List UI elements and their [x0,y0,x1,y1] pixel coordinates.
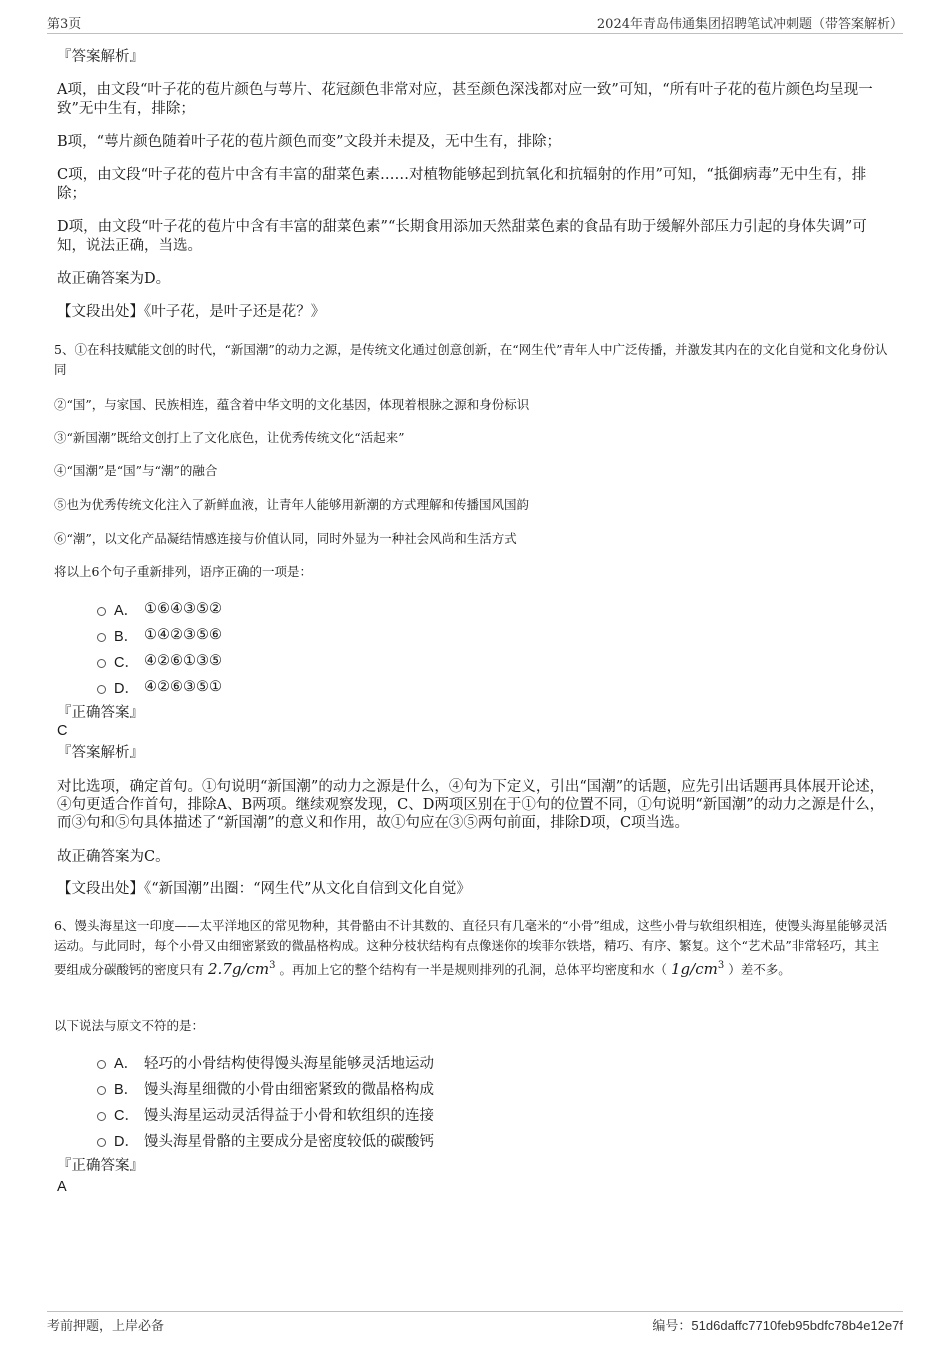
q4-analysis-c: C项，由文段“叶子花的苞片中含有丰富的甜菜色素……对植物能够起到抗氧化和抗辐射的作用”可知，“抵御病毒”无中生有，排除； [57,167,867,202]
q6-option-c[interactable]: C． 馒头海星运动灵活得益于小骨和软组织的连接 [97,1101,434,1127]
q5-option-a[interactable]: A． ①⑥④③⑤② [97,596,222,622]
q5-answer: C [57,723,68,739]
document-title: 2024年青岛伟通集团招聘笔试冲刺题（带答案解析） [596,17,903,32]
document-code: 编号：51d6daffc7710feb95bdfc78b4e12e7f [652,1318,903,1334]
q5-option-b[interactable]: B． ①④②③⑤⑥ [97,622,222,648]
q4-analysis-d: D项，由文段“叶子花的苞片中含有丰富的甜菜色素”“长期食用添加天然甜菜色素的食品有助于缓解外部压力引起的身体失调”可知，说法正确，当选。 [57,219,867,254]
q5-sentence-4: ④“国潮”是“国”与“潮”的融合 [54,463,218,478]
radio-button-icon[interactable] [97,685,106,694]
page-header [47,13,903,34]
q5-answer-label: 『正确答案』 [57,705,144,721]
radio-button-icon[interactable] [97,1138,106,1147]
q5-option-c[interactable]: C． ④②⑥①③⑤ [97,648,222,674]
q4-analysis-label: 『答案解析』 [57,49,144,65]
q5-analysis-label: 『答案解析』 [57,745,144,761]
q6-stem: 6、馒头海星这一印度——太平洋地区的常见物种，其骨骼由不计其数的、直径只有几毫米的“小骨”组成，这些小骨与软组织相连，使馒头海星能够灵活运动。与此同时，每个小骨又由细密紧致的微晶格构成。这种分枝状结构有点像迷你的埃菲尔铁塔，精巧、有序、繁复。这个“艺术品”非常轻巧，其主要组成分碳酸钙的密度只有 $2.7g/cm^3$ 。再加上它的整个结构有一半是规则排列的孔洞，总体平均密度和水（ $1g/cm^3$ ）差不多。 [54,918,888,978]
q5-source: 【文段出处】《“新国潮”出圈：“网生代”从文化自信到文化自觉》 [57,881,471,897]
q4-source: 【文段出处】《叶子花，是叶子还是花？》 [57,304,326,320]
q4-analysis-b: B项，“萼片颜色随着叶子花的苞片颜色而变”文段并未提及，无中生有，排除； [57,134,561,150]
q4-conclusion: 故正确答案为D。 [57,271,171,287]
q5-sentence-3: ③“新国潮”既给文创打上了文化底色，让优秀传统文化“活起来” [54,430,405,445]
density-formula-carbonate: $2.7g/cm^3$ [208,960,276,978]
q5-prompt: 将以上6个句子重新排列，语序正确的一项是： [54,564,312,579]
radio-button-icon[interactable] [97,659,106,668]
q5-sentence-6: ⑥“潮”，以文化产品凝结情感连接与价值认同，同时外显为一种社会风尚和生活方式 [54,531,517,546]
density-formula-water: $1g/cm^3$ [671,960,725,978]
q6-option-d[interactable]: D． 馒头海星骨骼的主要成分是密度较低的碳酸钙 [97,1127,434,1153]
page-number: 第3页 [47,17,82,32]
radio-button-icon[interactable] [97,1086,106,1095]
radio-button-icon[interactable] [97,633,106,642]
q6-option-a[interactable]: A． 轻巧的小骨结构使得馒头海星能够灵活地运动 [97,1049,434,1075]
q6-answer-label: 『正确答案』 [57,1158,144,1174]
q5-option-d[interactable]: D． ④②⑥③⑤① [97,674,222,700]
q6-answer: A [57,1179,67,1195]
q5-sentence-5: ⑤也为优秀传统文化注入了新鲜血液，让青年人能够用新潮的方式理解和传播国风国韵 [54,497,530,512]
q5-conclusion: 故正确答案为C。 [57,849,170,865]
q5-stem: 5、①在科技赋能文创的时代，“新国潮”的动力之源，是传统文化通过创意创新，在“网生代”青年人中广泛传播，并激发其内在的文化自觉和文化身份认同 [54,342,888,377]
radio-button-icon[interactable] [97,1060,106,1069]
q6-option-b[interactable]: B． 馒头海星细微的小骨由细密紧致的微晶格构成 [97,1075,434,1101]
q6-prompt: 以下说法与原文不符的是： [54,1018,205,1033]
q5-options [97,596,222,700]
footer-slogan: 考前押题，上岸必备 [47,1319,165,1334]
q5-analysis: 对比选项，确定首句。①句说明“新国潮”的动力之源是什么，④句为下定义，引出“国潮”的话题，应先引出话题再具体展开论述，④句更适合作首句，排除A、B两项。继续观察发现，C、D两项区别在于①句的位置不同，①句说明“新国潮”的动力之源是什么，而③句和⑤句具体描述了“新国潮”的意义和作用，故①句应在③⑤两句前面，排除D项，C项当选。 [57,779,885,831]
q4-analysis-a: A项，由文段“叶子花的苞片颜色与萼片、花冠颜色非常对应，甚至颜色深浅都对应一致”可知，“所有叶子花的苞片颜色均呈现一致”无中生有，排除； [57,82,873,117]
page-footer [47,1311,903,1339]
radio-button-icon[interactable] [97,607,106,616]
q6-options [97,1049,434,1153]
q5-sentence-2: ②“国”，与家国、民族相连，蕴含着中华文明的文化基因，体现着根脉之源和身份标识 [54,397,530,412]
radio-button-icon[interactable] [97,1112,106,1121]
